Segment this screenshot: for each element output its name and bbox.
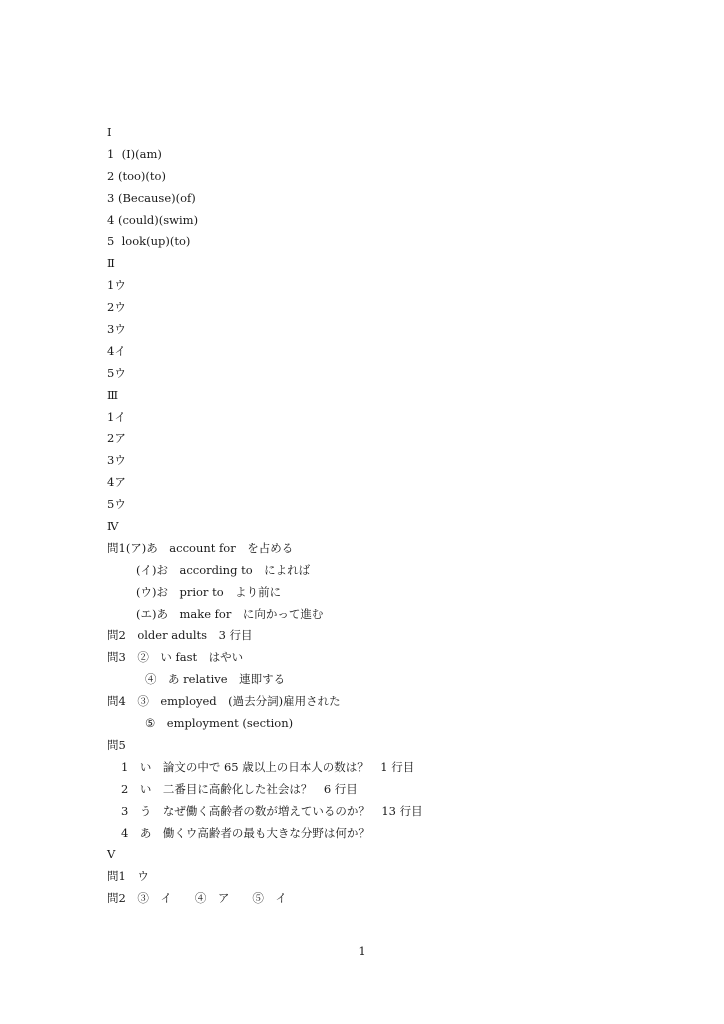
section-heading-2: Ⅱ: [107, 256, 115, 271]
answer-line: 3 (Because)(of): [107, 190, 196, 205]
section-heading-5: Ⅴ: [107, 847, 116, 862]
answer-line: 2ウ: [107, 300, 126, 315]
answer-line: 問5: [107, 737, 126, 752]
answer-line: 問4 ③ employed (過去分詞)雇用された: [107, 694, 341, 709]
section-heading-3: Ⅲ: [107, 387, 119, 402]
answer-line: 問1(ア)あ account for を占める: [107, 540, 294, 555]
answer-line: 問2 ③ イ ④ ア ⑤ イ: [107, 891, 287, 906]
answer-line: 問1 ウ: [107, 869, 149, 884]
answer-line: (エ)あ make for に向かって進む: [136, 606, 324, 621]
answer-line: 問3 ② い fast はやい: [107, 650, 244, 665]
answer-line: (イ)お according to によれば: [136, 562, 311, 577]
answer-line: 4ア: [107, 475, 126, 490]
answer-line: 4 (could)(swim): [107, 212, 199, 227]
answer-line: (ウ)お prior to より前に: [136, 584, 282, 599]
answer-line: 3ウ: [107, 322, 126, 337]
answer-line: 2 い 二番目に高齢化した社会は？ 6 行目: [121, 781, 358, 796]
answer-line: 2 (too)(to): [107, 168, 166, 183]
answer-line: 5ウ: [107, 365, 126, 380]
page-number: 1: [358, 944, 366, 958]
section-heading-4: Ⅳ: [107, 519, 119, 534]
answer-line: 2ア: [107, 431, 126, 446]
answer-line: 1 (I)(am): [107, 146, 162, 161]
answer-line: 問2 older adults 3 行目: [107, 628, 253, 643]
answer-line: 1ウ: [107, 278, 126, 293]
answer-line: 5 look(up)(to): [107, 234, 191, 249]
answer-line: 4 あ 働くウ高齢者の最も大きな分野は何か？: [121, 825, 370, 840]
answer-line: 1イ: [107, 409, 126, 424]
answer-line: ④ あ relative 連即する: [145, 672, 286, 687]
answer-line: 5ウ: [107, 497, 126, 512]
section-heading-1: Ⅰ: [107, 125, 112, 139]
answer-line: ⑤ employment (section): [145, 716, 294, 731]
answer-line: 3 う なぜ働く高齢者の数が増えているのか？ 13 行目: [121, 803, 423, 818]
answer-key: [107, 122, 667, 910]
answer-line: 1 い 論文の中で 65 歳以上の日本人の数は？ 1 行目: [121, 759, 415, 774]
answer-line: 4イ: [107, 343, 126, 358]
answer-line: 3ウ: [107, 453, 126, 468]
